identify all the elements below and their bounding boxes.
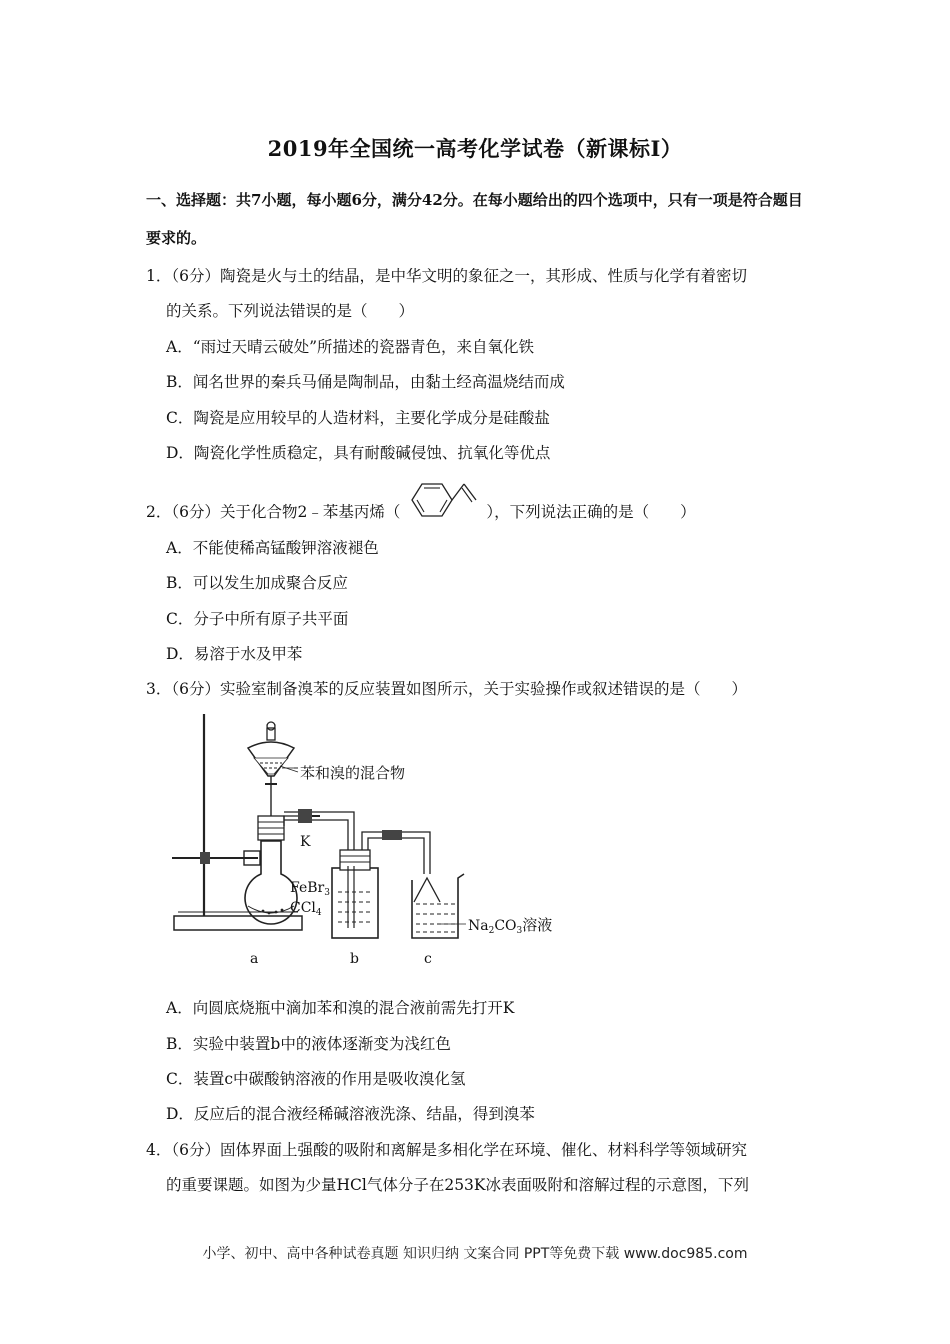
q1-option-d: D．陶瓷化学性质稳定，具有耐酸碱侵蚀、抗氧化等优点 bbox=[166, 444, 551, 462]
label-febr3-sub: 3 bbox=[324, 888, 330, 898]
label-na2co3-sub1: 2 bbox=[488, 926, 495, 936]
q4-line2: 的重要课题。如图为少量HCl气体分子在253K冰表面吸附和溶解过程的示意图，下列 bbox=[166, 1176, 750, 1194]
label-febr3-main: FeBr bbox=[290, 880, 325, 896]
q3-option-b: B．实验中装置b中的液体逐渐变为浅红色 bbox=[166, 1035, 451, 1053]
label-c: c bbox=[424, 951, 432, 967]
label-k: K bbox=[300, 834, 311, 850]
2-phenylpropene-structure-icon bbox=[402, 478, 484, 522]
label-ccl4 bbox=[290, 900, 322, 918]
q3-option-a: A．向圆底烧瓶中滴加苯和溴的混合液前需先打开K bbox=[166, 999, 515, 1017]
q4-line1: 4．（6分）固体界面上强酸的吸附和离解是多相化学在环境、催化、材料科学等领域研究 bbox=[146, 1141, 747, 1159]
q3-option-d: D．反应后的混合液经稀碱溶液洗涤、结晶，得到溴苯 bbox=[166, 1105, 535, 1123]
page-footer: 小学、初中、高中各种试卷真题 知识归纳 文案合同 PPT等免费下载 www.doc985.com bbox=[202, 1246, 748, 1262]
label-na2co3 bbox=[468, 916, 552, 936]
q1-line2: 的关系。下列说法错误的是（ ） bbox=[166, 302, 415, 320]
q3-line1: 3．（6分）实验室制备溴苯的反应装置如图所示，关于实验操作或叙述错误的是（ ） bbox=[146, 680, 747, 698]
q1-option-b: B．闻名世界的秦兵马俑是陶制品，由黏土经高温烧结而成 bbox=[166, 373, 565, 391]
label-b: b bbox=[350, 951, 359, 967]
q2-text-after: ），下列说法正确的是（ ） bbox=[486, 503, 696, 521]
section-heading: 一、选择题：共7小题，每小题6分，满分42分。在每小题给出的四个选项中，只有一项是符合题目要求的。 bbox=[146, 191, 803, 247]
bromobenzene-apparatus-diagram bbox=[168, 706, 588, 976]
label-ccl4-main: CCl bbox=[290, 900, 316, 916]
q1-line1: 1．（6分）陶瓷是火与土的结晶，是中华文明的象征之一，其形成、性质与化学有着密切 bbox=[146, 267, 747, 285]
stand-base bbox=[174, 916, 302, 930]
wash-bottle-b bbox=[332, 868, 378, 938]
q1-option-a: A．“雨过天晴云破处”所描述的瓷器青色，来自氧化铁 bbox=[166, 338, 535, 356]
label-ccl4-sub: 4 bbox=[315, 908, 322, 918]
label-na2co3-c: 溶液 bbox=[522, 916, 553, 934]
label-na2co3-sub2: 3 bbox=[516, 926, 523, 936]
q1-option-c: C．陶瓷是应用较早的人造材料，主要化学成分是硅酸盐 bbox=[166, 409, 550, 427]
beaker-c bbox=[412, 874, 464, 938]
label-a: a bbox=[250, 951, 259, 967]
label-na2co3-b: CO bbox=[494, 918, 517, 934]
label-febr3 bbox=[290, 880, 330, 898]
q2-option-c: C．分子中所有原子共平面 bbox=[166, 610, 349, 628]
page-title: 2019年全国统一高考化学试卷（新课标Ⅰ） bbox=[267, 136, 683, 161]
q2-option-a: A．不能使稀高锰酸钾溶液褪色 bbox=[166, 539, 379, 557]
valve-k bbox=[298, 809, 312, 823]
q3-option-c: C．装置c中碳酸钠溶液的作用是吸收溴化氢 bbox=[166, 1070, 466, 1088]
q2-line1 bbox=[146, 500, 696, 522]
q2-option-b: B．可以发生加成聚合反应 bbox=[166, 574, 348, 592]
q2-option-d: D．易溶于水及甲苯 bbox=[166, 645, 303, 663]
label-na2co3-a: Na bbox=[468, 918, 489, 934]
label-mixture: 苯和溴的混合物 bbox=[300, 764, 406, 782]
q2-text-before: 2．（6分）关于化合物2﹣苯基丙烯（ bbox=[146, 503, 401, 521]
